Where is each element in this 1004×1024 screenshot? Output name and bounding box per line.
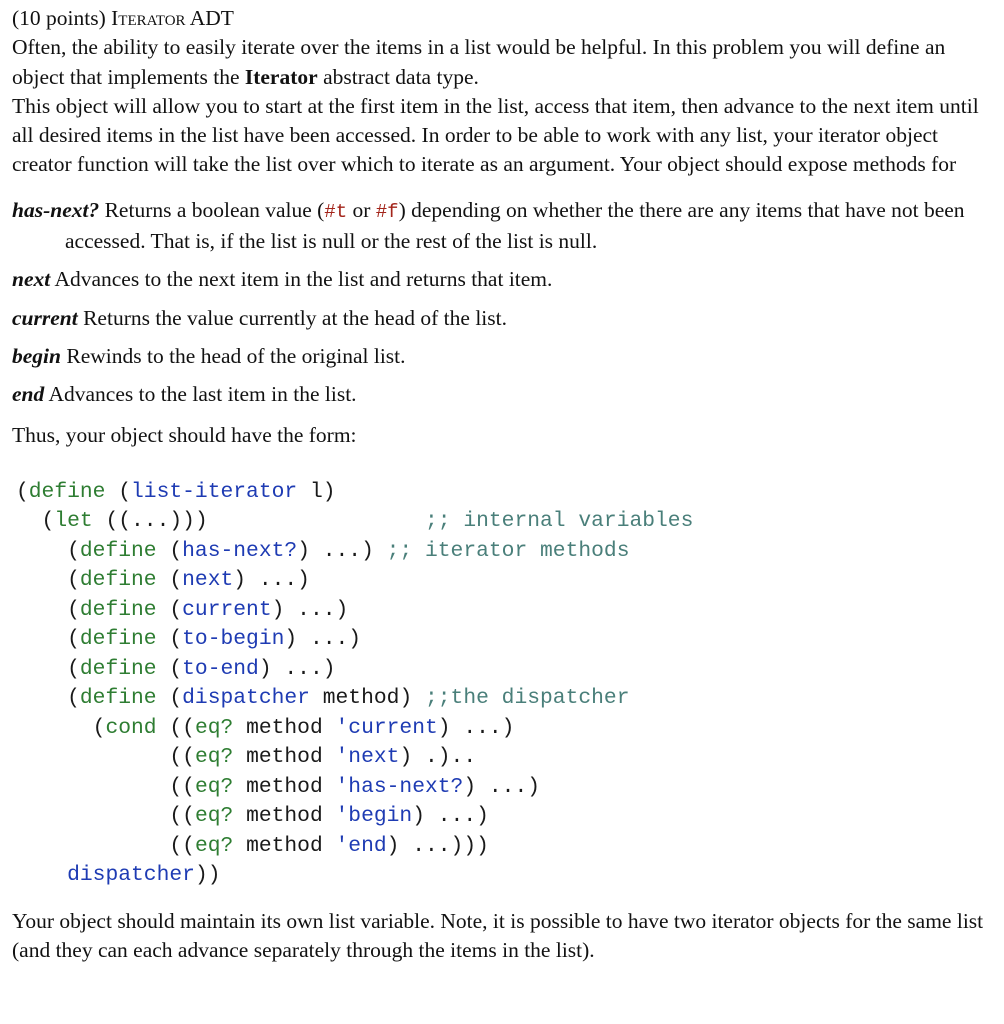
- method-term: next: [12, 267, 51, 292]
- code-keyword: eq?: [194, 774, 234, 799]
- iterator-term: Iterator: [244, 64, 318, 89]
- code-keyword: let: [54, 509, 93, 534]
- code-keyword: cond: [105, 715, 157, 740]
- code-arg: method: [246, 833, 323, 858]
- code-arg: method: [246, 715, 323, 740]
- code-keyword: define: [79, 656, 157, 681]
- literal-false: #f: [375, 200, 399, 223]
- code-symbol: 'next: [335, 745, 400, 770]
- code-keyword: eq?: [194, 745, 234, 770]
- intro-text-1: Often, the ability to easily iterate over the items in a list would be helpful. In this problem you will define an object that implements the: [12, 35, 946, 89]
- method-desc: ) depending on whether the there are any items that have not been accessed. That is, if the list is null or the rest of the list is null.: [65, 197, 965, 254]
- code-keyword: define: [79, 627, 157, 652]
- method-term: begin: [12, 343, 61, 368]
- code-keyword: eq?: [194, 804, 234, 829]
- method-has-next: [12, 196, 992, 257]
- method-desc: Returns the value currently at the head of the list.: [83, 305, 507, 330]
- code-arg: method: [322, 686, 400, 711]
- code-keyword: define: [79, 538, 157, 563]
- code-symbol: 'begin: [335, 804, 413, 829]
- method-begin: [12, 342, 992, 371]
- problem-title: Iterator ADT: [111, 6, 234, 30]
- code-comment: ;; iterator methods: [386, 538, 630, 563]
- intro-paragraph-2: This object will allow you to start at the first item in the list, access that item, then advance to the next item until all desired items in the list have been accessed. In order to be able to work with any list, your iterator object creator function will take the list over which to iterate as an argument. Your object should expose methods for: [12, 93, 979, 177]
- method-end: [12, 380, 992, 409]
- code-text: ((...)): [105, 509, 195, 534]
- points-label: (10 points): [12, 6, 106, 30]
- code-function-name: dispatcher: [182, 686, 310, 711]
- code-function-name: next: [182, 568, 234, 593]
- code-arg: method: [246, 804, 323, 829]
- code-arg: method: [246, 774, 323, 799]
- method-desc: or: [347, 197, 376, 222]
- method-desc: Advances to the next item in the list and returns that item.: [54, 267, 553, 292]
- code-function-name: current: [182, 597, 272, 622]
- code-function-name: has-next?: [182, 538, 298, 563]
- method-current: [12, 304, 992, 333]
- code-keyword: define: [79, 597, 157, 622]
- code-listing: (define (list-iterator l) (let ((...))) ;; internal variables (define (has-next?) ...) ;; iterator methods (define (next) ...) (define (current) ...) (define (to-begin) ...) (define (to-end) ...) (define (dispatcher method) ;;the dispatcher (cond ((eq? method 'current) ...) ((eq? method 'next) .).. ((eq? method 'has-next?) ...) ((eq? method 'begin) ...) ((eq? method 'end) ...))) dispatcher)): [16, 479, 694, 888]
- intro-paragraph-1: [12, 33, 992, 92]
- method-next: [12, 265, 992, 294]
- problem-heading: [12, 4, 992, 33]
- code-keyword: eq?: [194, 715, 234, 740]
- method-term: current: [12, 305, 78, 330]
- code-comment: ;; internal variables: [424, 509, 694, 534]
- code-function-name: to-begin: [182, 627, 285, 652]
- method-definitions: [12, 196, 992, 410]
- code-arg: method: [246, 745, 323, 770]
- code-keyword: define: [79, 568, 157, 593]
- literal-true: #t: [324, 200, 348, 223]
- code-return-value: dispatcher: [67, 863, 195, 888]
- code-keyword: eq?: [194, 833, 234, 858]
- method-term: end: [12, 382, 45, 407]
- code-function-name: to-end: [182, 656, 259, 681]
- method-desc: Rewinds to the head of the original list.: [66, 343, 406, 368]
- code-keyword: define: [28, 479, 106, 504]
- method-term: has-next?: [12, 197, 100, 222]
- code-symbol: 'current: [335, 715, 438, 740]
- method-desc: Advances to the last item in the list.: [48, 382, 357, 407]
- closing-paragraph: Your object should maintain its own list variable. Note, it is possible to have two iterator objects for the same list (and they can each advance separately through the items in the list).: [12, 908, 984, 963]
- code-function-name: list-iterator: [131, 479, 298, 504]
- code-symbol: 'has-next?: [335, 774, 464, 799]
- form-intro: Thus, your object should have the form:: [12, 422, 357, 447]
- intro-text-1-end: abstract data type.: [323, 64, 479, 89]
- code-comment: ;;the dispatcher: [425, 686, 630, 711]
- code-keyword: define: [79, 686, 157, 711]
- code-arg: l: [309, 479, 323, 504]
- problem-page: [12, 4, 992, 965]
- method-desc: Returns a boolean value (: [104, 197, 325, 222]
- code-symbol: 'end: [335, 833, 387, 858]
